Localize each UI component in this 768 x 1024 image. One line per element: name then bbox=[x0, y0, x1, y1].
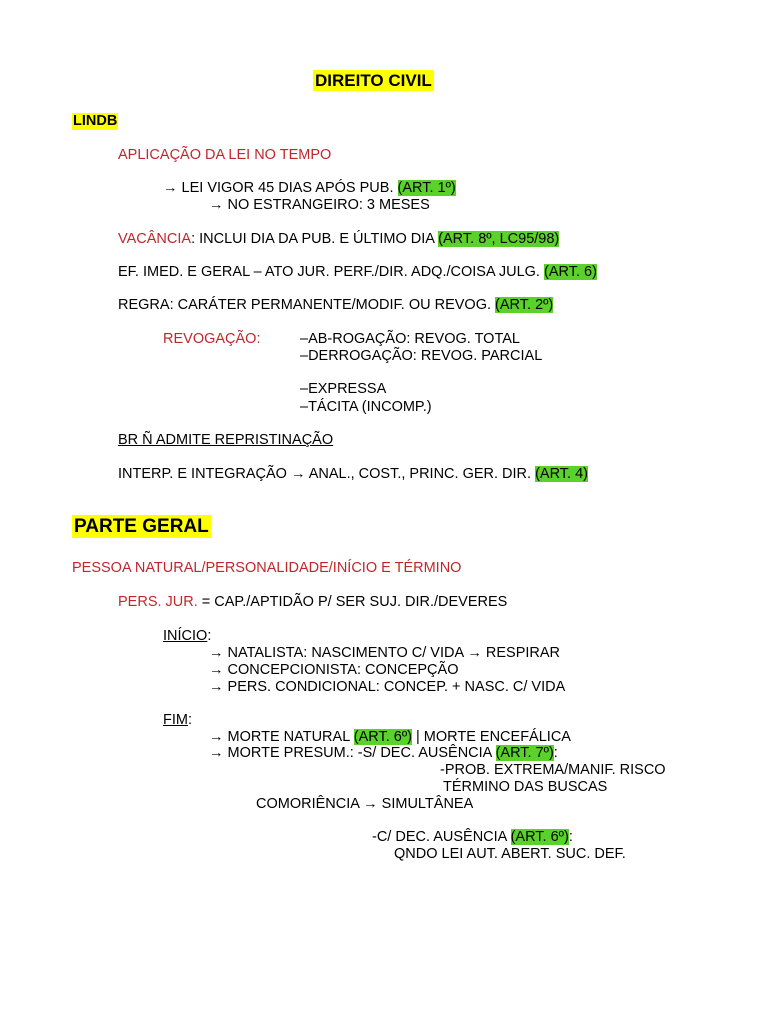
article-ref: (ART. 1º) bbox=[397, 180, 456, 196]
colon: : bbox=[187, 712, 192, 728]
line-estrangeiro: → NO ESTRANGEIRO: 3 MESES bbox=[209, 197, 430, 213]
text: → MORTE NATURAL bbox=[209, 729, 350, 745]
line-regra bbox=[118, 297, 553, 314]
section-heading-parte-geral: PARTE GERAL bbox=[74, 516, 209, 537]
colon: : bbox=[568, 829, 573, 845]
line-prob-extrema: -PROB. EXTREMA/MANIF. RISCO bbox=[440, 762, 666, 778]
text: = CAP./APTIDÃO P/ SER SUJ. DIR./DEVERES bbox=[201, 594, 508, 610]
subheading-aplicacao: APLICAÇÃO DA LEI NO TEMPO bbox=[118, 147, 332, 163]
page-title: DIREITO CIVIL bbox=[315, 71, 432, 90]
article-ref: (ART. 2º) bbox=[495, 297, 554, 313]
line-efeito-imediato bbox=[118, 264, 597, 281]
line-interpretacao bbox=[118, 466, 588, 483]
line-tacita: –TÁCITA (INCOMP.) bbox=[300, 399, 432, 415]
line-termino-buscas: TÉRMINO DAS BUSCAS bbox=[443, 779, 608, 795]
text: → LEI VIGOR 45 DIAS APÓS PUB. bbox=[163, 180, 394, 196]
line-vacancia bbox=[118, 231, 559, 248]
line-morte-presumida bbox=[209, 745, 558, 762]
fim-label bbox=[163, 712, 192, 729]
revogacao-label: REVOGAÇÃO: bbox=[163, 331, 261, 347]
colon: : bbox=[553, 745, 558, 761]
line-com-dec-ausencia bbox=[372, 829, 573, 846]
article-ref: (ART. 6º) bbox=[510, 829, 569, 845]
line-pers-jur bbox=[118, 594, 507, 611]
article-ref: (ART. 6) bbox=[543, 264, 597, 280]
text: EF. IMED. E GERAL – ATO JUR. PERF./DIR. ADQ./COISA JULG. bbox=[118, 264, 540, 280]
article-ref: (ART. 7º) bbox=[495, 745, 554, 761]
text: FIM bbox=[163, 712, 188, 728]
line-derrogacao: –DERROGAÇÃO: REVOG. PARCIAL bbox=[300, 348, 543, 364]
colon: : bbox=[207, 628, 212, 644]
line-concepcionista: → CONCEPCIONISTA: CONCEPÇÃO bbox=[209, 662, 459, 678]
line-expressa: –EXPRESSA bbox=[300, 381, 387, 397]
subheading-pessoa-natural: PESSOA NATURAL/PERSONALIDADE/INÍCIO E TÉRMINO bbox=[72, 560, 462, 576]
article-ref: (ART. 4) bbox=[535, 466, 589, 482]
line-ab-rogacao: –AB-ROGAÇÃO: REVOG. TOTAL bbox=[300, 331, 520, 347]
line-lei-vigor bbox=[163, 180, 456, 197]
pers-jur-label: PERS. JUR. bbox=[118, 594, 198, 610]
article-ref: (ART. 8º, LC95/98) bbox=[438, 231, 560, 247]
text: INTERP. E INTEGRAÇÃO → ANAL., COST., PRINC. GER. DIR. bbox=[118, 466, 532, 482]
text: REGRA: CARÁTER PERMANENTE/MODIF. OU REVOG. bbox=[118, 297, 492, 313]
line-comoriencia: COMORIÊNCIA → SIMULTÂNEA bbox=[256, 796, 474, 812]
text: | MORTE ENCEFÁLICA bbox=[416, 729, 571, 745]
line-natalista: → NATALISTA: NASCIMENTO C/ VIDA → RESPIRAR bbox=[209, 645, 561, 661]
text: INÍCIO bbox=[163, 628, 208, 644]
vacancia-label: VACÂNCIA bbox=[118, 231, 192, 247]
line-repristinacao: BR Ñ ADMITE REPRISTINAÇÃO bbox=[118, 432, 334, 448]
text: → MORTE PRESUM.: -S/ DEC. AUSÊNCIA bbox=[209, 745, 492, 761]
text: -C/ DEC. AUSÊNCIA bbox=[372, 829, 507, 845]
line-morte-natural bbox=[209, 729, 571, 746]
line-qndo-lei: QNDO LEI AUT. ABERT. SUC. DEF. bbox=[394, 846, 626, 862]
article-ref: (ART. 6º) bbox=[353, 729, 412, 745]
section-heading-lindb: LINDB bbox=[73, 113, 118, 129]
inicio-label bbox=[163, 628, 211, 645]
text: : INCLUI DIA DA PUB. E ÚLTIMO DIA bbox=[191, 231, 435, 247]
line-pers-condicional: → PERS. CONDICIONAL: CONCEP. + NASC. C/ VIDA bbox=[209, 679, 566, 695]
